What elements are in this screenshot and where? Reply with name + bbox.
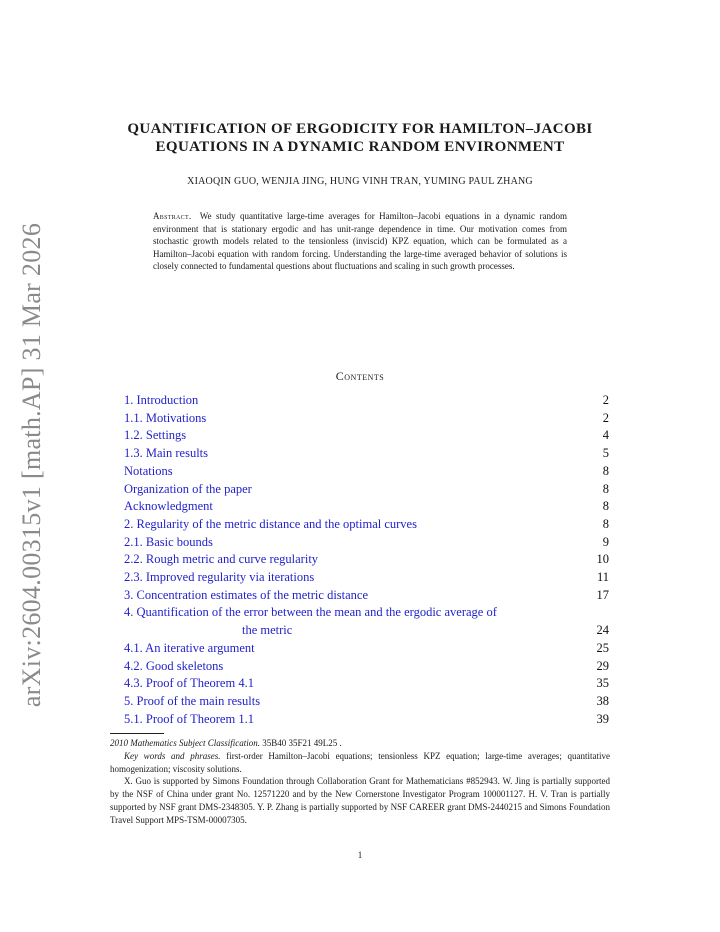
toc-entry-link[interactable] xyxy=(124,516,587,534)
msc-codes: 35B40 35F21 49L25 . xyxy=(262,738,342,748)
arxiv-identifier-stamp xyxy=(8,222,56,708)
toc-entry-page: 29 xyxy=(596,658,609,673)
toc-entry-page: 17 xyxy=(596,587,609,602)
toc-entry-page: 2 xyxy=(602,393,609,407)
toc-entry-label: 3. Concentration estimates of the metric distance xyxy=(124,587,369,602)
abstract xyxy=(153,210,567,273)
toc-entry-page: 39 xyxy=(596,711,609,726)
toc-entry-page: 35 xyxy=(596,676,609,691)
toc-entry-label: 1.2. Settings xyxy=(124,428,187,443)
toc-entry-label-continuation: the metric xyxy=(242,623,293,638)
toc-entry-link[interactable] xyxy=(124,658,587,676)
toc-entry-link[interactable] xyxy=(124,604,587,639)
msc-label: 2010 Mathematics Subject Classification. xyxy=(110,738,260,748)
toc-entry-link[interactable] xyxy=(124,498,587,516)
toc-entry-link[interactable] xyxy=(124,410,587,428)
toc-entry-label: 4.1. An iterative argument xyxy=(124,640,255,655)
keywords-footnote xyxy=(110,750,610,776)
abstract-text: We study quantitative large-time averages for Hamilton–Jacobi equations in a dynamic random environment that is stationary ergodic and has unit-range dependence in time. Our motivation comes from stochastic growth models related to the tensionless (inviscid) KPZ equation, which can be formulated as a Hamilton–Jacobi equation with random forcing. Understanding the large-time averaged behavior of solutions is closely connected to fundamental questions about fluctuations and scaling in such growth processes. xyxy=(153,211,567,272)
toc-entry-link[interactable] xyxy=(124,551,587,569)
toc-entry-label: 2. Regularity of the metric distance and the optimal curves xyxy=(124,516,417,531)
toc-entry[interactable] xyxy=(124,604,609,639)
toc-entry-label: 2.2. Rough metric and curve regularity xyxy=(124,552,319,567)
toc-entry-link[interactable] xyxy=(124,587,587,605)
toc-entry-page: 8 xyxy=(602,499,609,514)
author-list: XIAOQIN GUO, WENJIA JING, HUNG VINH TRAN, YUMING PAUL ZHANG xyxy=(187,176,533,187)
toc-entry-page: 38 xyxy=(596,693,609,708)
toc-entry[interactable] xyxy=(124,516,609,534)
toc-entry-link[interactable] xyxy=(124,534,587,552)
toc-entry-page: 11 xyxy=(596,570,609,585)
toc-entry-page: 8 xyxy=(602,463,609,478)
toc-entry[interactable] xyxy=(124,534,609,552)
toc-entry[interactable] xyxy=(124,392,609,410)
toc-entry-page: 25 xyxy=(596,640,609,655)
toc-entry-page: 10 xyxy=(596,552,609,567)
toc-entry-page: 9 xyxy=(602,534,609,549)
toc-entry-label: 4.3. Proof of Theorem 4.1 xyxy=(124,676,254,691)
toc-entry[interactable] xyxy=(124,693,609,711)
toc-entry[interactable] xyxy=(124,551,609,569)
toc-entry-label: 5. Proof of the main results xyxy=(124,693,261,708)
funding-footnote: X. Guo is supported by Simons Foundation through Collaboration Grant for Mathematicians #852943. W. Jing is partially supported by the NSF of China under grant No. 12571220 and by the New Cornerstone Investigator Program 100001127. H. V. Tran is partially supported by NSF grant DMS-2348305. Y. P. Zhang is partially supported by NSF CAREER grant DMS-2440215 and Simons Foundation Travel Support MPS-TSM-00007305. xyxy=(110,776,610,825)
abstract-heading: Abstract. xyxy=(153,211,192,221)
toc-entry[interactable] xyxy=(124,640,609,658)
toc-entry-link[interactable] xyxy=(124,675,587,693)
toc-entry[interactable] xyxy=(124,463,609,481)
toc-entry[interactable] xyxy=(124,410,609,428)
toc-entry-label: 2.3. Improved regularity via iterations xyxy=(124,570,315,585)
toc-entry-label: 1. Introduction xyxy=(124,393,199,407)
footnote-rule xyxy=(110,733,164,734)
toc-entry[interactable] xyxy=(124,711,609,729)
toc-entry[interactable] xyxy=(124,658,609,676)
toc-entry-label: Acknowledgment xyxy=(124,499,213,514)
toc-entry-label: 5.1. Proof of Theorem 1.1 xyxy=(124,711,254,726)
toc-entry[interactable] xyxy=(124,481,609,499)
paper-title: QUANTIFICATION OF ERGODICITY FOR HAMILTON–JACOBI EQUATIONS IN A DYNAMIC RANDOM ENVIRONMENT xyxy=(127,121,593,155)
arxiv-identifier-text: arXiv:2604.00315v1 [math.AP] 31 Mar 2026 xyxy=(17,222,46,708)
toc-entry[interactable] xyxy=(124,445,609,463)
toc-entry-page: 2 xyxy=(602,410,609,425)
toc-entry-link[interactable] xyxy=(124,640,587,658)
toc-entry-page: 4 xyxy=(602,428,609,443)
toc-entry-label: 4.2. Good skeletons xyxy=(124,658,224,673)
footnotes xyxy=(110,737,610,827)
toc-entry-page: 8 xyxy=(602,481,609,496)
toc-entry-link[interactable] xyxy=(124,569,587,587)
contents-heading: Contents xyxy=(335,369,385,383)
table-of-contents xyxy=(124,392,609,728)
toc-entry-link[interactable] xyxy=(124,392,587,410)
toc-entry[interactable] xyxy=(124,427,609,445)
page-number: 1 xyxy=(357,850,363,860)
toc-entry[interactable] xyxy=(124,675,609,693)
toc-entry[interactable] xyxy=(124,587,609,605)
toc-entry-link[interactable] xyxy=(124,481,587,499)
toc-entry-link[interactable] xyxy=(124,693,587,711)
toc-entry-page: 8 xyxy=(602,516,609,531)
toc-entry-page: 24 xyxy=(596,623,609,638)
toc-entry[interactable] xyxy=(124,569,609,587)
toc-entry-label: 1.3. Main results xyxy=(124,446,209,461)
toc-entry-page: 5 xyxy=(602,446,609,461)
toc-entry-link[interactable] xyxy=(124,463,587,481)
toc-entry-label: 1.1. Motivations xyxy=(124,410,207,425)
msc-footnote xyxy=(110,737,610,750)
keywords-label: Key words and phrases. xyxy=(124,750,221,761)
toc-entry-label: 2.1. Basic bounds xyxy=(124,534,213,549)
toc-entry-label: Organization of the paper xyxy=(124,481,252,496)
toc-entry-link[interactable] xyxy=(124,445,587,463)
toc-entry-label: Notations xyxy=(124,463,173,478)
toc-entry-label: 4. Quantification of the error between the mean and the ergodic average of xyxy=(124,605,497,620)
toc-entry-link[interactable] xyxy=(124,427,587,445)
keywords-text: first-order Hamilton–Jacobi equations; tensionless KPZ equation; large-time averages; quantitative homogenization; viscosity solutions. xyxy=(110,750,610,774)
toc-entry-link[interactable] xyxy=(124,711,587,729)
toc-entry[interactable] xyxy=(124,498,609,516)
